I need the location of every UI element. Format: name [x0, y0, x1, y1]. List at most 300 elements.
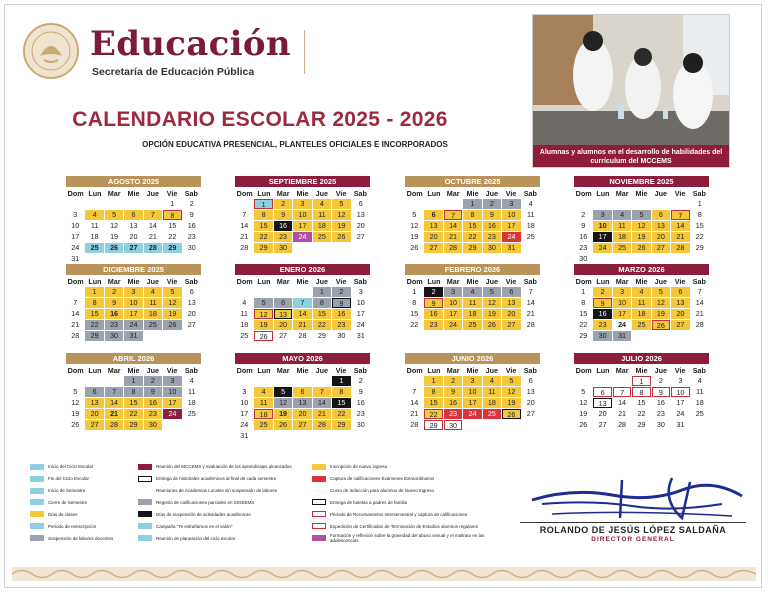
- empty-cell: [574, 376, 592, 386]
- day-cell: 16: [356, 398, 365, 407]
- day-cell: 28: [240, 243, 249, 252]
- day-cell: 15: [579, 309, 588, 318]
- day-cell: 12: [632, 221, 650, 231]
- day-cell: 23: [424, 320, 442, 330]
- legend-swatch: [138, 488, 152, 494]
- empty-cell: [293, 287, 311, 297]
- day-cell: 29: [463, 243, 481, 253]
- day-cell: 14: [71, 309, 80, 318]
- legend-item: [312, 474, 492, 484]
- legend-label: Registro de calificaciones parciales en SIGEEMS: [156, 499, 255, 505]
- weekday-header: [235, 189, 370, 198]
- day-cell: 20: [424, 232, 442, 242]
- weekday-label: Mie: [466, 366, 479, 375]
- day-cell: 20: [274, 320, 292, 330]
- day-cell: 7: [671, 210, 689, 220]
- day-cell: 11: [483, 387, 501, 397]
- weekday-label: Sab: [184, 366, 198, 375]
- month-title: JUNIO 2026: [405, 353, 540, 364]
- legend-label: Expedición de Certificados de Terminación de Estudios alumnos regulares: [330, 523, 478, 529]
- calendar-title: CALENDARIO ESCOLAR 2025 - 2026: [72, 108, 448, 131]
- weekday-label: Lun: [257, 189, 271, 198]
- day-cell: 16: [424, 309, 442, 319]
- day-cell: 9: [593, 298, 611, 308]
- legend-label: Suspensión de labores docentes: [48, 535, 114, 541]
- day-cell: 13: [85, 398, 103, 408]
- day-cell: 25: [526, 232, 535, 241]
- empty-cell: [235, 376, 253, 386]
- legend-swatch: [30, 476, 44, 482]
- weekday-label: Dom: [575, 277, 592, 286]
- day-cell: 6: [528, 376, 533, 385]
- day-cell: 17: [71, 232, 80, 241]
- day-cell: 7: [697, 287, 702, 296]
- day-cell: 5: [274, 387, 292, 397]
- weekday-header: [66, 277, 201, 286]
- day-cell: 1: [632, 376, 650, 386]
- day-cell: 3: [242, 387, 247, 396]
- weekday-label: Mie: [127, 189, 140, 198]
- day-cell: 20: [129, 232, 138, 241]
- day-cell: 27: [356, 232, 365, 241]
- weekday-label: Mar: [615, 189, 629, 198]
- students-photo: [532, 14, 730, 168]
- month-title: MAYO 2026: [235, 353, 370, 364]
- day-cell: 5: [632, 210, 650, 220]
- day-cell: 17: [163, 398, 181, 408]
- day-cell: 12: [410, 221, 419, 230]
- day-cell: 3: [358, 287, 363, 296]
- day-cell: 3: [463, 376, 481, 386]
- day-cell: 6: [85, 387, 103, 397]
- month-calendar: [574, 264, 709, 341]
- day-cell: 15: [124, 398, 142, 408]
- day-cell: 25: [240, 331, 249, 340]
- weekday-label: Mar: [446, 366, 460, 375]
- day-cell: 20: [293, 409, 311, 419]
- day-cell: 21: [313, 409, 331, 419]
- day-cell: 22: [168, 232, 177, 241]
- empty-cell: [293, 376, 311, 386]
- empty-cell: [574, 199, 592, 209]
- legend-swatch: [30, 499, 44, 505]
- day-cell: 29: [424, 420, 442, 430]
- legend-swatch: [30, 511, 44, 517]
- day-cell: 20: [671, 309, 689, 319]
- weekday-label: Dom: [236, 277, 253, 286]
- day-cell: 18: [240, 320, 249, 329]
- day-cell: 29: [85, 331, 103, 341]
- day-cell: 13: [356, 210, 365, 219]
- day-cell: 8: [85, 298, 103, 308]
- day-cell: 29: [637, 420, 646, 429]
- day-cell: 25: [85, 243, 103, 253]
- day-cell: 23: [332, 320, 350, 330]
- day-cell: 24: [593, 243, 611, 253]
- weekday-label: Sab: [523, 189, 537, 198]
- weekday-label: Sab: [184, 189, 198, 198]
- photo-caption: Alumnas y alumnos en el desarrollo de habilidades del currículum del MCCEMS: [533, 145, 729, 167]
- weekday-label: Dom: [67, 189, 84, 198]
- day-cell: 16: [274, 221, 292, 231]
- day-cell: 14: [148, 221, 157, 230]
- day-cell: 10: [502, 210, 520, 220]
- day-cell: 23: [593, 320, 611, 330]
- day-cell: 26: [483, 320, 501, 330]
- day-cell: 25: [144, 320, 162, 330]
- day-cell: 9: [424, 298, 442, 308]
- day-cell: 15: [332, 398, 350, 408]
- weekday-label: Mie: [635, 277, 648, 286]
- day-cell: 4: [254, 387, 272, 397]
- legend-swatch: [312, 488, 326, 494]
- day-cell: 8: [163, 210, 181, 220]
- day-cell: 4: [528, 199, 533, 208]
- weekday-label: Jue: [146, 366, 159, 375]
- weekday-label: Mar: [615, 277, 629, 286]
- day-cell: 8: [632, 387, 650, 397]
- weekday-label: Vie: [166, 366, 178, 375]
- day-cell: 2: [358, 376, 363, 385]
- day-cell: 7: [444, 210, 462, 220]
- signatory-name: ROLANDO DE JESÚS LÓPEZ SALDAÑA: [539, 525, 727, 535]
- weekday-label: Jue: [485, 366, 498, 375]
- day-cell: 4: [242, 298, 247, 307]
- day-cell: 4: [483, 376, 501, 386]
- legend-item: [138, 533, 313, 543]
- day-cell: 6: [593, 387, 611, 397]
- day-cell: 13: [129, 221, 138, 230]
- day-cell: 9: [652, 387, 670, 397]
- day-cell: 8: [463, 210, 481, 220]
- day-cell: 1: [424, 376, 442, 386]
- day-cell: 30: [144, 420, 162, 430]
- day-cell: 12: [652, 298, 670, 308]
- day-cell: 6: [124, 210, 142, 220]
- day-cell: 6: [293, 387, 311, 397]
- day-cell: 28: [526, 320, 535, 329]
- weekday-label: Jue: [485, 189, 498, 198]
- day-cell: 20: [187, 309, 196, 318]
- day-cell: 30: [656, 420, 665, 429]
- legend-label: Días de clases: [48, 511, 78, 517]
- month-title: JULIO 2026: [574, 353, 709, 364]
- day-cell: 9: [189, 210, 194, 219]
- legend-label: Cierre de Semestre: [48, 499, 88, 505]
- day-cell: 10: [124, 298, 142, 308]
- weekday-label: Mie: [466, 189, 479, 198]
- day-cell: 12: [163, 298, 181, 308]
- day-cell: 11: [696, 387, 704, 396]
- day-cell: 14: [695, 298, 704, 307]
- weekday-label: Mar: [107, 277, 121, 286]
- day-cell: 18: [695, 398, 704, 407]
- empty-cell: [424, 199, 442, 209]
- day-cell: 15: [410, 309, 419, 318]
- month-calendar: [405, 264, 540, 330]
- weekday-label: Mar: [276, 366, 290, 375]
- empty-cell: [144, 199, 162, 209]
- day-cell: 13: [526, 387, 535, 396]
- day-cell: 13: [671, 298, 689, 308]
- day-cell: 28: [144, 243, 162, 253]
- day-cell: 20: [526, 398, 535, 407]
- day-cell: 28: [71, 331, 80, 340]
- weekday-label: Sab: [353, 366, 367, 375]
- day-cell: 6: [189, 287, 194, 296]
- day-cell: 12: [71, 398, 80, 407]
- day-cell: 22: [410, 320, 419, 329]
- legend-label: Periodo de reinscripción: [48, 523, 97, 529]
- legend-item: [30, 521, 140, 531]
- day-cell: 31: [240, 431, 249, 440]
- day-cell: 26: [410, 243, 419, 252]
- day-cell: 22: [579, 320, 588, 329]
- day-cell: 1: [581, 287, 586, 296]
- day-cell: 27: [293, 420, 311, 430]
- empty-cell: [274, 376, 292, 386]
- weekday-label: Jue: [654, 277, 667, 286]
- legend-swatch: [138, 535, 152, 541]
- day-cell: 2: [593, 287, 611, 297]
- month-title: OCTUBRE 2025: [405, 176, 540, 187]
- day-cell: 26: [332, 232, 350, 242]
- weekday-label: Mie: [296, 277, 309, 286]
- weekday-label: Dom: [575, 366, 592, 375]
- day-cell: 1: [412, 287, 417, 296]
- empty-cell: [124, 199, 142, 209]
- weekday-label: Lun: [596, 277, 610, 286]
- day-cell: 31: [502, 243, 520, 253]
- empty-cell: [105, 199, 123, 209]
- day-cell: 25: [463, 320, 481, 330]
- empty-cell: [85, 199, 103, 209]
- legend-label: Formación y reflexión sobre la gravedad del abuso sexual y el maltrato en las adolescencias: [330, 533, 485, 544]
- day-cell: 10: [671, 387, 689, 397]
- decorative-footer-border: [12, 567, 756, 581]
- weekday-label: Jue: [315, 277, 328, 286]
- day-cell: 27: [502, 320, 520, 330]
- day-cell: 14: [671, 221, 689, 231]
- day-cell: 28: [695, 320, 704, 329]
- day-cell: 18: [187, 398, 196, 407]
- day-cell: 1: [332, 376, 350, 386]
- day-cell: 18: [254, 409, 272, 419]
- month-calendar: [66, 264, 201, 341]
- legend-label: Entrega de historiales académicos al final de cada semestre: [156, 476, 277, 482]
- day-cell: 25: [313, 232, 331, 242]
- day-cell: 30: [105, 331, 123, 341]
- weekday-label: Lun: [427, 277, 441, 286]
- legend-swatch: [30, 523, 44, 529]
- weekday-label: Mar: [107, 366, 121, 375]
- day-cell: 16: [579, 232, 588, 241]
- day-cell: 22: [254, 232, 272, 242]
- legend-column-3: [312, 462, 492, 545]
- weekday-label: Vie: [335, 189, 347, 198]
- legend-column-1: [30, 462, 140, 545]
- legend-label: Campaña "Te extrañamos en el salón": [156, 523, 233, 529]
- day-cell: 16: [656, 398, 665, 407]
- day-cell: 19: [502, 398, 520, 408]
- legend-item: [138, 474, 313, 484]
- day-cell: 30: [274, 243, 292, 253]
- day-cell: 2: [424, 287, 442, 297]
- day-cell: 9: [581, 221, 586, 230]
- weekday-label: Dom: [406, 366, 423, 375]
- day-cell: 3: [293, 199, 311, 209]
- weekday-label: Vie: [335, 277, 347, 286]
- day-grid: [405, 287, 540, 330]
- legend-item: [312, 521, 492, 531]
- day-cell: 9: [332, 298, 350, 308]
- day-cell: 30: [337, 331, 346, 340]
- day-cell: 6: [358, 199, 363, 208]
- empty-cell: [593, 199, 611, 209]
- day-cell: 11: [632, 298, 650, 308]
- day-cell: 7: [242, 210, 247, 219]
- day-cell: 24: [293, 232, 311, 242]
- day-cell: 15: [463, 221, 481, 231]
- day-cell: 27: [85, 420, 103, 430]
- day-cell: 27: [652, 243, 670, 253]
- day-grid: [235, 287, 370, 341]
- day-cell: 13: [652, 221, 670, 231]
- empty-cell: [66, 287, 84, 297]
- day-cell: 23: [274, 232, 292, 242]
- legend-item: [312, 486, 492, 496]
- calendar-subtitle: OPCIÓN EDUCATIVA PRESENCIAL, PLANTELES OFICIALES E INCORPORADOS: [142, 140, 448, 149]
- legend-item: [30, 462, 140, 472]
- weekday-label: Lun: [88, 189, 102, 198]
- weekday-label: Mie: [127, 366, 140, 375]
- weekday-label: Sab: [184, 277, 198, 286]
- weekday-header: [235, 366, 370, 375]
- day-cell: 5: [73, 387, 78, 396]
- day-cell: 20: [598, 409, 607, 418]
- day-cell: 22: [313, 320, 331, 330]
- day-cell: 3: [593, 210, 611, 220]
- month-calendar: [235, 353, 370, 441]
- legend-swatch: [312, 535, 326, 541]
- day-cell: 12: [332, 210, 350, 220]
- day-cell: 4: [85, 210, 103, 220]
- day-cell: 27: [526, 409, 535, 418]
- weekday-label: Mie: [635, 366, 648, 375]
- day-cell: 11: [527, 210, 535, 219]
- day-cell: 1: [124, 376, 142, 386]
- empty-cell: [254, 287, 272, 297]
- legend-item: [312, 498, 492, 508]
- weekday-label: Dom: [236, 366, 253, 375]
- day-cell: 19: [254, 320, 272, 330]
- weekday-label: Sab: [692, 277, 706, 286]
- day-cell: 10: [293, 210, 311, 220]
- day-cell: 24: [463, 409, 481, 419]
- weekday-label: Sab: [523, 277, 537, 286]
- day-cell: 31: [613, 331, 631, 341]
- legend-label: Días de suspensión de actividades académicas: [156, 511, 251, 517]
- day-cell: 16: [593, 309, 611, 319]
- month-title: ENERO 2026: [235, 264, 370, 275]
- legend-swatch: [30, 488, 44, 494]
- day-cell: 29: [163, 243, 181, 253]
- day-cell: 13: [187, 298, 196, 307]
- day-cell: 10: [463, 387, 481, 397]
- day-grid: [574, 287, 709, 341]
- weekday-header: [66, 189, 201, 198]
- day-cell: 4: [697, 376, 702, 385]
- day-cell: 17: [463, 398, 481, 408]
- month-title: NOVIEMBRE 2025: [574, 176, 709, 187]
- month-title: MARZO 2026: [574, 264, 709, 275]
- day-grid: [66, 376, 201, 430]
- day-cell: 2: [189, 199, 194, 208]
- brand-title: Educación: [90, 24, 291, 64]
- weekday-label: Sab: [692, 189, 706, 198]
- weekday-label: Mar: [276, 189, 290, 198]
- day-cell: 23: [187, 232, 196, 241]
- day-cell: 26: [105, 243, 123, 253]
- day-cell: 21: [240, 232, 249, 241]
- weekday-label: Mar: [446, 277, 460, 286]
- legend-label: Reunión del MCCEMS y evaluación de los aprendizajes alcanzados: [156, 464, 292, 470]
- weekday-label: Lun: [257, 366, 271, 375]
- day-cell: 4: [189, 376, 194, 385]
- day-cell: 6: [671, 287, 689, 297]
- weekday-label: Lun: [596, 366, 610, 375]
- day-cell: 5: [502, 376, 520, 386]
- weekday-label: Sab: [692, 366, 706, 375]
- day-cell: 13: [593, 398, 611, 408]
- day-cell: 2: [332, 287, 350, 297]
- weekday-label: Sab: [353, 277, 367, 286]
- day-grid: [235, 376, 370, 441]
- weekday-label: Vie: [674, 189, 686, 198]
- day-cell: 31: [124, 331, 142, 341]
- legend-item: [30, 498, 140, 508]
- day-cell: 17: [356, 309, 365, 318]
- day-cell: 25: [632, 320, 650, 330]
- day-cell: 30: [483, 243, 501, 253]
- legend-label: Reunión de planeación del ciclo escolar: [156, 535, 236, 541]
- day-cell: 5: [163, 287, 181, 297]
- day-cell: 5: [412, 210, 417, 219]
- day-cell: 26: [652, 320, 670, 330]
- day-cell: 26: [502, 409, 520, 419]
- day-cell: 13: [274, 309, 292, 319]
- weekday-header: [574, 366, 709, 375]
- day-cell: 10: [613, 298, 631, 308]
- legend-swatch: [312, 476, 326, 482]
- day-cell: 17: [502, 221, 520, 231]
- day-cell: 19: [71, 409, 80, 418]
- day-cell: 30: [187, 243, 196, 252]
- weekday-label: Lun: [596, 189, 610, 198]
- legend-item: [138, 498, 313, 508]
- weekday-label: Vie: [166, 189, 178, 198]
- weekday-label: Mar: [107, 189, 121, 198]
- empty-cell: [593, 376, 611, 386]
- day-cell: 13: [424, 221, 442, 231]
- day-cell: 7: [313, 387, 331, 397]
- day-cell: 27: [124, 243, 142, 253]
- weekday-label: Jue: [146, 189, 159, 198]
- day-cell: 17: [293, 221, 311, 231]
- legend-item: [312, 510, 492, 520]
- day-cell: 4: [613, 210, 631, 220]
- day-cell: 24: [618, 320, 627, 329]
